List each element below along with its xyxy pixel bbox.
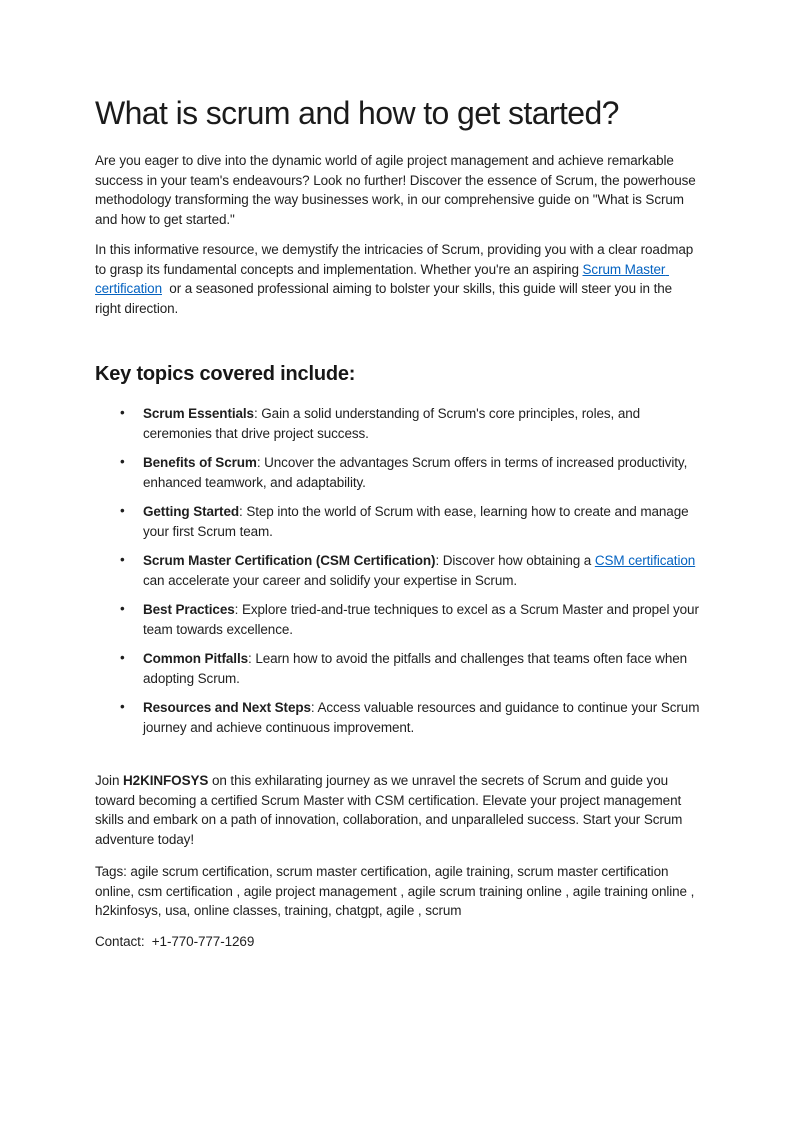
- bullet-term: Best Practices: [143, 602, 235, 617]
- list-item-scrum-master-certification: [95, 551, 700, 590]
- tags-paragraph: Tags: agile scrum certification, scrum master certification, agile training, scrum master certification online, csm certification , agile project management , agile scrum training online , agile training online , h2kinfosys, usa, online classes, training, chatgpt, agile , scrum: [95, 864, 698, 918]
- list-item-benefits-of-scrum: [95, 453, 700, 492]
- intro-paragraph-2-tail: or a seasoned professional aiming to bolster your skills, this guide will steer you in the right direction.: [95, 281, 676, 316]
- outro-post: on this exhilarating journey as we unravel the secrets of Scrum and guide you toward becoming a certified Scrum Master with CSM certification. Elevate your project management skills and embark on a path of innovation, collaboration, and unparalleled success. Start your Scrum adventure today!: [95, 773, 686, 847]
- intro-paragraph-2: [95, 240, 700, 318]
- bullet-icon: •: [120, 552, 125, 567]
- bullet-term: Common Pitfalls: [143, 651, 249, 666]
- bullet-term: Scrum Master Certification (CSM Certification): [143, 553, 436, 568]
- bullet-description: : Learn how to avoid the pitfalls and challenges that teams often face when adopting Scrum.: [143, 651, 688, 686]
- bullet-icon: •: [120, 699, 125, 714]
- bullet-description-tail: can accelerate your career and solidify your expertise in Scrum.: [143, 572, 518, 588]
- bullet-description: : Discover how obtaining a: [435, 553, 595, 568]
- page-title: What is scrum and how to get started?: [95, 95, 619, 131]
- bullet-description: : Step into the world of Scrum with ease, learning how to create and manage your first Scrum team.: [143, 504, 689, 539]
- intro-paragraph-2-text: In this informative resource, we demystify the intricacies of Scrum, providing you with a clear roadmap to grasp its fundamental concepts and implementation. Whether you're an aspiring: [95, 242, 697, 277]
- bullet-description: : Uncover the advantages Scrum offers in terms of increased productivity, enhanced teamwork, and adaptability.: [143, 455, 688, 490]
- brand-name: H2KINFOSYS: [123, 773, 209, 788]
- outro-pre: Join: [95, 773, 124, 788]
- bullet-icon: •: [120, 601, 125, 616]
- bullet-term: Getting Started: [143, 504, 240, 519]
- bullet-description: : Gain a solid understanding of Scrum's core principles, roles, and ceremonies that drive project success.: [143, 406, 641, 441]
- bullet-term: Benefits of Scrum: [143, 455, 257, 470]
- key-topics-heading: Key topics covered include:: [95, 363, 356, 385]
- outro-paragraph: [95, 771, 700, 849]
- list-item-common-pitfalls: [95, 649, 700, 688]
- list-item-scrum-essentials: [95, 404, 700, 443]
- bullet-term: Scrum Essentials: [143, 406, 254, 421]
- list-item-resources-next-steps: [95, 698, 700, 737]
- key-topics-list: [95, 404, 700, 737]
- contact-line: Contact: +1-770-777-1269: [95, 933, 255, 949]
- scrum-master-certification-link[interactable]: Scrum Master certification: [95, 261, 669, 296]
- bullet-description: : Explore tried-and-true techniques to excel as a Scrum Master and propel your team towards excellence.: [143, 602, 699, 637]
- csm-certification-link[interactable]: CSM certification: [594, 553, 696, 568]
- bullet-icon: •: [120, 454, 125, 469]
- bullet-icon: •: [120, 650, 125, 665]
- intro-paragraph-1: Are you eager to dive into the dynamic world of agile project management and achieve remarkable success in your team's endeavours? Look no further! Discover the essence of Scrum, the powerhouse methodology transforming the way businesses work, in our comprehensive guide on "What is Scrum and how to get started.": [95, 153, 700, 227]
- bullet-icon: •: [120, 405, 125, 420]
- bullet-description: : Access valuable resources and guidance to continue your Scrum journey and achieve continuous improvement.: [143, 700, 700, 735]
- list-item-best-practices: [95, 600, 700, 639]
- list-item-getting-started: [95, 502, 700, 541]
- bullet-icon: •: [120, 503, 125, 518]
- bullet-term: Resources and Next Steps: [143, 700, 311, 715]
